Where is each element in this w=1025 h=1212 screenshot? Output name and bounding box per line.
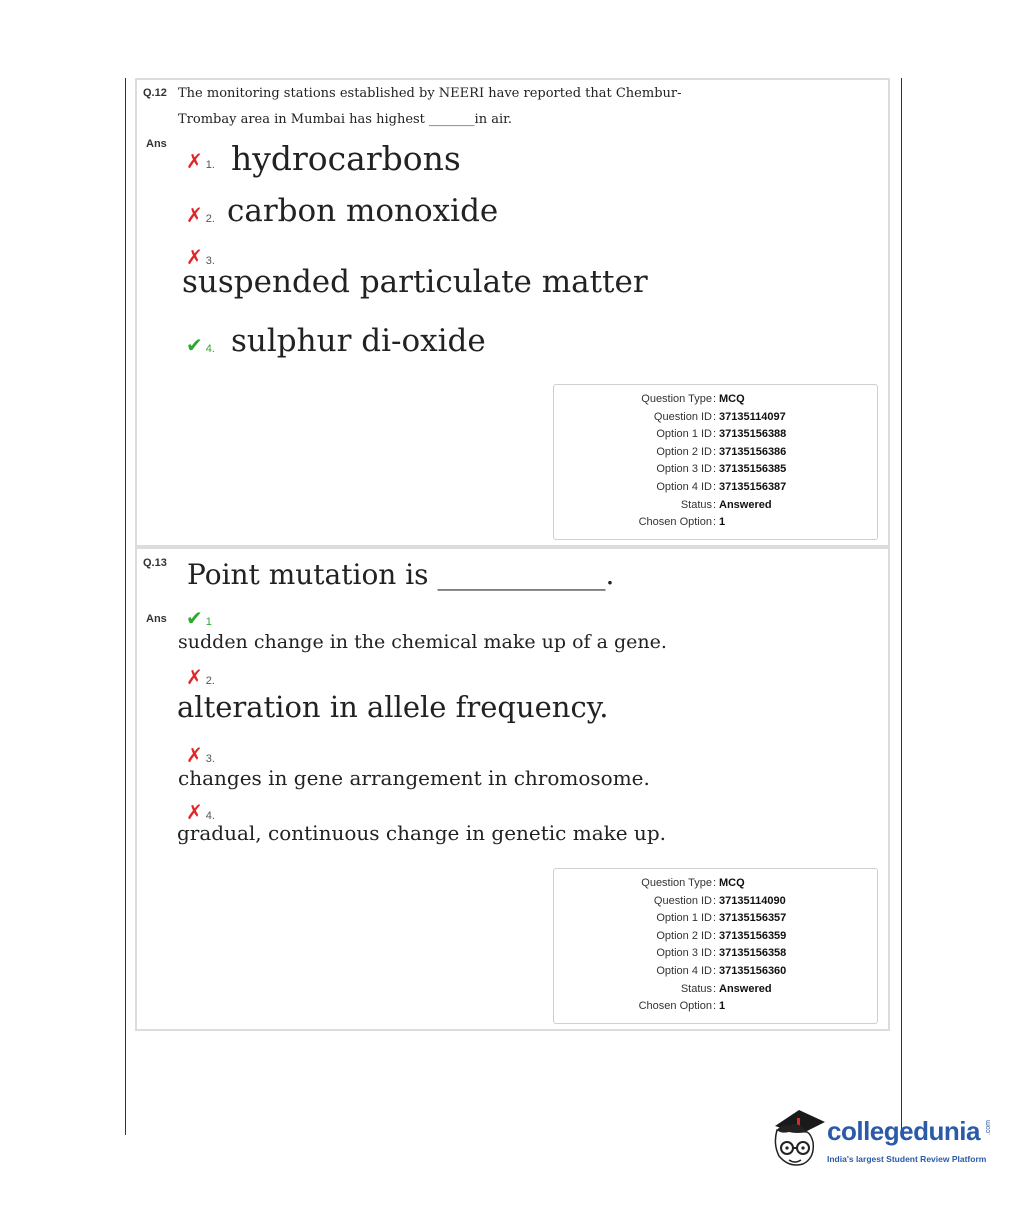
info-key: Question Type bbox=[641, 393, 712, 405]
cross-icon: ✗ bbox=[186, 203, 203, 227]
info-key: Option 2 ID bbox=[656, 446, 712, 458]
option-text: sulphur di-oxide bbox=[231, 323, 486, 359]
info-key: Option 3 ID bbox=[656, 463, 712, 475]
info-value: 37135156360 bbox=[719, 965, 787, 977]
cross-icon: ✗ bbox=[186, 665, 203, 689]
info-value: Answered bbox=[719, 499, 772, 511]
info-value: 1 bbox=[719, 1000, 726, 1012]
info-key: Chosen Option bbox=[638, 1000, 712, 1012]
info-value: 37135114097 bbox=[719, 411, 786, 423]
info-key: Question ID bbox=[653, 895, 712, 907]
option-number: 1. bbox=[205, 159, 215, 171]
page-left-border bbox=[125, 78, 126, 1135]
option-text: gradual, continuous change in genetic make up. bbox=[177, 821, 666, 845]
info-value: 37135156388 bbox=[719, 428, 787, 440]
option-number: 2. bbox=[205, 675, 215, 687]
option-number: 3. bbox=[205, 255, 215, 267]
check-icon: ✔ bbox=[186, 333, 203, 357]
info-key: Option 1 ID bbox=[656, 912, 712, 924]
info-key: Question Type bbox=[641, 877, 712, 889]
option-number: 4. bbox=[205, 810, 215, 822]
question-info-panel: Question Type : MCQ Question ID : 37135114097 Option 1 ID : 37135156388 Option 2 ID : 37135156386 Option 3 ID : 37135156385 Option 4 ID : 37135156387 Status : Answered Chosen Option : 1 bbox=[553, 384, 878, 540]
option-status bbox=[186, 665, 215, 689]
page-right-border bbox=[901, 78, 902, 1130]
option-status bbox=[186, 606, 212, 630]
option-text: carbon monoxide bbox=[227, 193, 499, 229]
collegedunia-logo[interactable] bbox=[767, 1104, 997, 1174]
question-number: Q.12 bbox=[143, 87, 167, 99]
info-value: 37135156387 bbox=[719, 481, 787, 493]
option-status bbox=[186, 203, 215, 227]
info-key: Option 2 ID bbox=[656, 930, 712, 942]
mascot-icon bbox=[767, 1104, 827, 1174]
option-text: sudden change in the chemical make up of a gene. bbox=[178, 631, 667, 653]
info-value: 37135156358 bbox=[719, 947, 787, 959]
question-text-line1: The monitoring stations established by NEERI have reported that Chembur- bbox=[178, 86, 682, 101]
option-number: 3. bbox=[205, 753, 215, 765]
logo-suffix: .com bbox=[985, 1120, 992, 1136]
info-value: MCQ bbox=[719, 393, 745, 405]
info-value: MCQ bbox=[719, 877, 745, 889]
info-key: Option 4 ID bbox=[656, 481, 712, 493]
info-key: Option 1 ID bbox=[656, 428, 712, 440]
logo-tagline: India's largest Student Review Platform bbox=[827, 1154, 987, 1164]
answer-label: Ans bbox=[146, 138, 167, 150]
logo-wordmark: collegedunia bbox=[827, 1116, 980, 1146]
info-key: Status bbox=[680, 983, 712, 995]
option-text: changes in gene arrangement in chromosome. bbox=[178, 766, 650, 790]
option-status bbox=[186, 149, 215, 173]
option-status bbox=[186, 743, 215, 767]
option-number: 1 bbox=[205, 616, 212, 628]
info-value: 37135156385 bbox=[719, 463, 787, 475]
option-status bbox=[186, 333, 215, 357]
cross-icon: ✗ bbox=[186, 245, 203, 269]
info-value: Answered bbox=[719, 983, 772, 995]
option-number: 4. bbox=[205, 343, 215, 355]
cross-icon: ✗ bbox=[186, 800, 203, 824]
check-icon: ✔ bbox=[186, 606, 203, 630]
info-key: Question ID bbox=[653, 411, 712, 423]
info-value: 1 bbox=[719, 516, 726, 528]
info-value: 37135114090 bbox=[719, 895, 786, 907]
question-number: Q.13 bbox=[143, 557, 167, 569]
question-text: Point mutation is ____________. bbox=[187, 558, 615, 591]
info-value: 37135156386 bbox=[719, 446, 787, 458]
info-value: 37135156357 bbox=[719, 912, 787, 924]
info-value: 37135156359 bbox=[719, 930, 787, 942]
option-text: alteration in allele frequency. bbox=[177, 690, 609, 724]
option-text: suspended particulate matter bbox=[182, 264, 648, 300]
option-text: hydrocarbons bbox=[231, 139, 461, 178]
question-text-line2: Trombay area in Mumbai has highest _______in air. bbox=[178, 112, 513, 127]
option-number: 2. bbox=[205, 213, 215, 225]
info-key: Chosen Option bbox=[638, 516, 712, 528]
cross-icon: ✗ bbox=[186, 743, 203, 767]
question-info-panel: Question Type : MCQ Question ID : 37135114090 Option 1 ID : 37135156357 Option 2 ID : 37135156359 Option 3 ID : 37135156358 Option 4 ID : 37135156360 Status : Answered Chosen Option : 1 bbox=[553, 868, 878, 1024]
info-key: Status bbox=[680, 499, 712, 511]
cross-icon: ✗ bbox=[186, 149, 203, 173]
info-key: Option 4 ID bbox=[656, 965, 712, 977]
info-key: Option 3 ID bbox=[656, 947, 712, 959]
answer-label: Ans bbox=[146, 613, 167, 625]
